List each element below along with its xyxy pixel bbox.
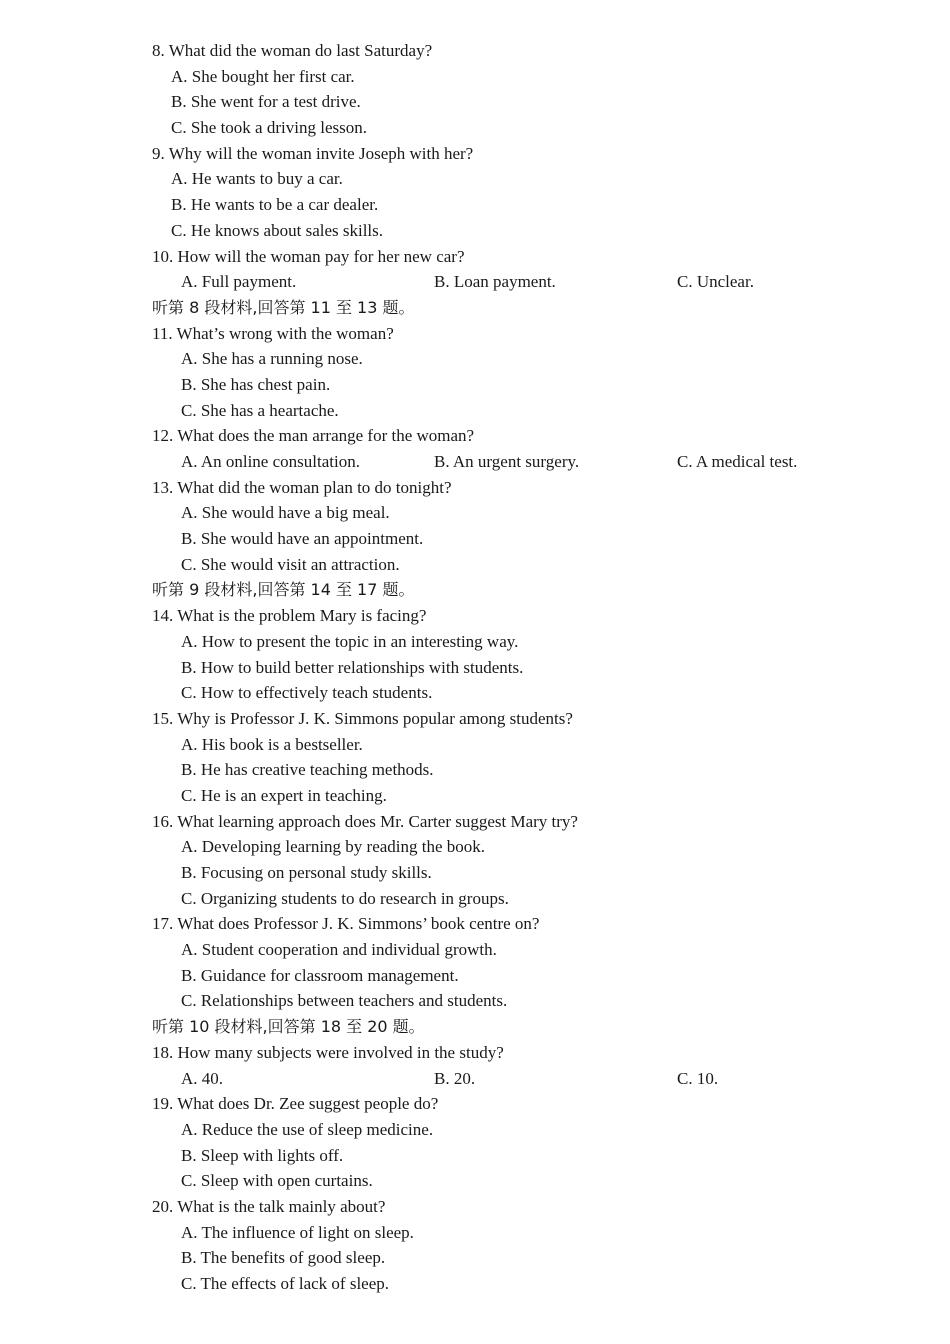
answer-option: C. 10. bbox=[677, 1068, 719, 1088]
section-instruction: 听第 8 段材料,回答第 11 至 13 题。 bbox=[152, 297, 415, 317]
answer-option: B. He has creative teaching methods. bbox=[181, 760, 434, 780]
answer-option: A. Developing learning by reading the book. bbox=[181, 837, 486, 857]
answer-option: C. How to effectively teach students. bbox=[181, 683, 433, 703]
answer-option: B. Sleep with lights off. bbox=[181, 1145, 344, 1165]
answer-option: A. Student cooperation and individual growth. bbox=[181, 940, 497, 960]
exam-page bbox=[0, 38, 950, 1297]
question: 13. What did the woman plan to do tonight? bbox=[152, 477, 452, 497]
answer-option: A. Full payment. bbox=[181, 272, 297, 292]
answer-option: A. How to present the topic in an interesting way. bbox=[181, 631, 519, 651]
answer-option: C. He knows about sales skills. bbox=[171, 220, 384, 240]
answer-option: B. She would have an appointment. bbox=[181, 529, 424, 549]
answer-option: A. His book is a bestseller. bbox=[181, 734, 363, 754]
question: 10. How will the woman pay for her new car? bbox=[152, 246, 465, 266]
question: 17. What does Professor J. K. Simmons’ book centre on? bbox=[152, 914, 540, 934]
answer-option: A. 40. bbox=[181, 1068, 224, 1088]
question: 8. What did the woman do last Saturday? bbox=[152, 41, 433, 60]
answer-option: A. An online consultation. bbox=[181, 452, 360, 471]
answer-option: C. A medical test. bbox=[677, 452, 798, 471]
answer-option: A. He wants to buy a car. bbox=[171, 169, 343, 189]
answer-option: B. The benefits of good sleep. bbox=[181, 1248, 386, 1268]
answer-option: B. 20. bbox=[434, 1068, 476, 1088]
answer-option: B. Focusing on personal study skills. bbox=[181, 863, 432, 882]
answer-option: A. She bought her first car. bbox=[171, 66, 355, 86]
answer-option: C. She took a driving lesson. bbox=[171, 118, 367, 138]
question: 16. What learning approach does Mr. Carter suggest Mary try? bbox=[152, 811, 578, 831]
answer-option: C. Organizing students to do research in groups. bbox=[181, 888, 509, 908]
answer-option: C. He is an expert in teaching. bbox=[181, 785, 387, 805]
question: 9. Why will the woman invite Joseph with her? bbox=[152, 143, 474, 163]
answer-option: B. Loan payment. bbox=[434, 272, 556, 292]
section-instruction: 听第 9 段材料,回答第 14 至 17 题。 bbox=[152, 580, 415, 600]
answer-option: B. She has chest pain. bbox=[181, 374, 331, 394]
answer-option: B. She went for a test drive. bbox=[171, 92, 361, 112]
answer-option: C. The effects of lack of sleep. bbox=[181, 1274, 390, 1293]
question: 19. What does Dr. Zee suggest people do? bbox=[152, 1094, 439, 1114]
answer-option: A. She has a running nose. bbox=[181, 349, 363, 369]
answer-option: B. He wants to be a car dealer. bbox=[171, 195, 379, 215]
answer-option: C. She has a heartache. bbox=[181, 400, 339, 420]
question: 14. What is the problem Mary is facing? bbox=[152, 606, 427, 626]
answer-option: C. Relationships between teachers and students. bbox=[181, 991, 508, 1011]
answer-option: C. Unclear. bbox=[677, 272, 754, 292]
inline-options-row bbox=[0, 1066, 950, 1092]
question: 15. Why is Professor J. K. Simmons popular among students? bbox=[152, 708, 573, 728]
answer-option: C. She would visit an attraction. bbox=[181, 554, 400, 574]
question: 11. What’s wrong with the woman? bbox=[152, 323, 394, 343]
answer-option: B. An urgent surgery. bbox=[434, 452, 580, 471]
inline-options-row bbox=[0, 269, 950, 295]
inline-options-row bbox=[0, 449, 950, 475]
answer-option: A. Reduce the use of sleep medicine. bbox=[181, 1119, 434, 1139]
question: 18. How many subjects were involved in the study? bbox=[152, 1042, 504, 1062]
answer-option: B. How to build better relationships with students. bbox=[181, 657, 524, 677]
answer-option: C. Sleep with open curtains. bbox=[181, 1171, 373, 1191]
answer-option: A. The influence of light on sleep. bbox=[181, 1222, 414, 1242]
question: 12. What does the man arrange for the woman? bbox=[152, 426, 475, 446]
question: 20. What is the talk mainly about? bbox=[152, 1196, 386, 1216]
answer-option: A. She would have a big meal. bbox=[181, 503, 390, 523]
answer-option: B. Guidance for classroom management. bbox=[181, 965, 459, 985]
section-instruction: 听第 10 段材料,回答第 18 至 20 题。 bbox=[152, 1017, 425, 1037]
